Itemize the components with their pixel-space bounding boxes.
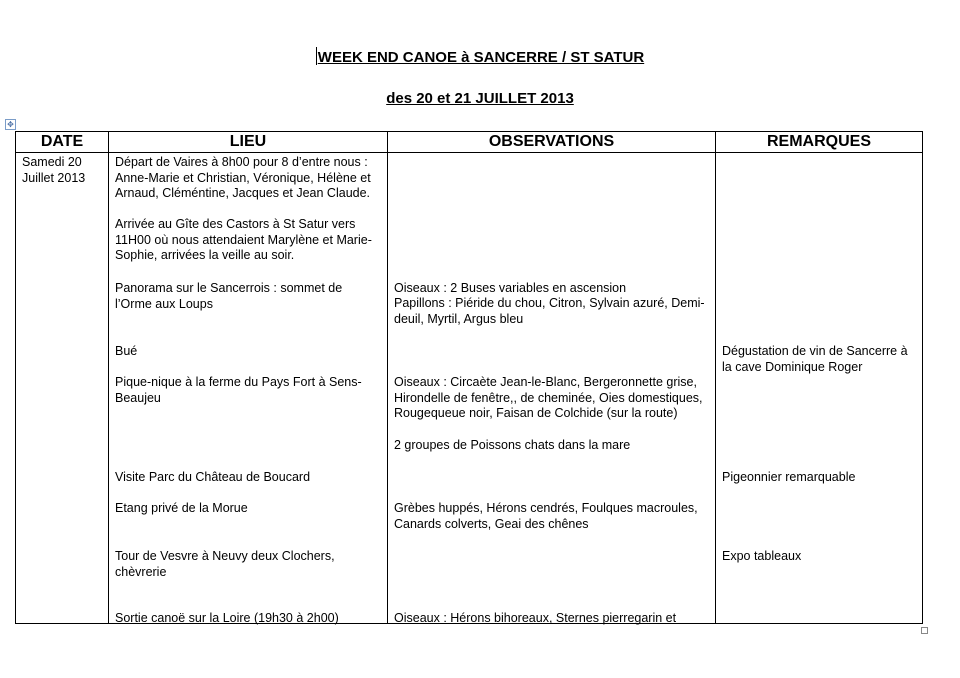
lieu-entry: Etang privé de la Morue [115, 501, 248, 515]
table-header-row [16, 132, 923, 153]
remarques-cell[interactable] [716, 153, 923, 624]
observation-entry: Papillons : Piéride du chou, Citron, Sylvain azuré, Demi-deuil, Myrtil, Argus bleu [394, 296, 705, 326]
lieu-entry: Tour de Vesvre à Neuvy deux Clochers, chèvrerie [115, 549, 335, 579]
lieu-entry: Sortie canoë sur la Loire (19h30 à 2h00) [115, 611, 339, 625]
table-resize-handle[interactable] [921, 627, 928, 634]
activity-table [15, 131, 923, 624]
lieu-cell[interactable] [109, 153, 388, 624]
lieu-entry: Visite Parc du Château de Boucard [115, 470, 311, 484]
observation-entry: Grèbes huppés, Hérons cendrés, Foulques macroules, Canards colverts, Geai des chênes [394, 501, 698, 531]
observation-entry: Oiseaux : 2 Buses variables en ascension [394, 281, 627, 295]
remark-entry: Dégustation de vin de Sancerre à la cave Dominique Roger [722, 344, 908, 374]
observation-entry: Oiseaux : Hérons bihoreaux, Sternes pierregarin et [394, 611, 677, 625]
observation-entry: Oiseaux : Circaète Jean-le-Blanc, Bergeronnette grise, Hirondelle de fenêtre,, de cheminée, Oies domestiques, Rougequeue noir, Faisan de Colchide (sur la route) [394, 375, 703, 420]
document-subtitle: des 20 et 21 JUILLET 2013 [386, 90, 574, 107]
header-observations: OBSERVATIONS [388, 132, 716, 153]
header-remarques: REMARQUES [716, 132, 923, 153]
header-lieu: LIEU [109, 132, 388, 153]
remark-entry: Expo tableaux [722, 549, 802, 563]
table-move-handle-icon[interactable]: ✥ [5, 119, 16, 130]
lieu-entry: Bué [115, 344, 138, 358]
lieu-entry: Pique-nique à la ferme du Pays Fort à Sens-Beaujeu [115, 375, 362, 405]
date-text: Samedi 20 Juillet 2013 [22, 155, 86, 185]
header-date: DATE [16, 132, 109, 153]
lieu-entry: Départ de Vaires à 8h00 pour 8 d’entre nous : Anne-Marie et Christian, Véronique, Hélène et Arnaud, Cléméntine, Jacques et Jean Claude. [115, 155, 371, 200]
date-cell[interactable] [16, 153, 109, 624]
lieu-entry: Arrivée au Gîte des Castors à St Satur vers 11H00 où nous attendaient Marylène et Marie-Sophie, arrivées la veille au soir. [115, 217, 372, 262]
observations-cell[interactable] [388, 153, 716, 624]
remark-entry: Pigeonnier remarquable [722, 470, 856, 484]
document-title: WEEK END CANOE à SANCERRE / ST SATUR [317, 49, 645, 66]
table-row [16, 153, 923, 624]
text-cursor [316, 47, 317, 65]
lieu-entry: Panorama sur le Sancerrois : sommet de l’Orme aux Loups [115, 281, 343, 311]
observation-entry: 2 groupes de Poissons chats dans la mare [394, 438, 631, 452]
